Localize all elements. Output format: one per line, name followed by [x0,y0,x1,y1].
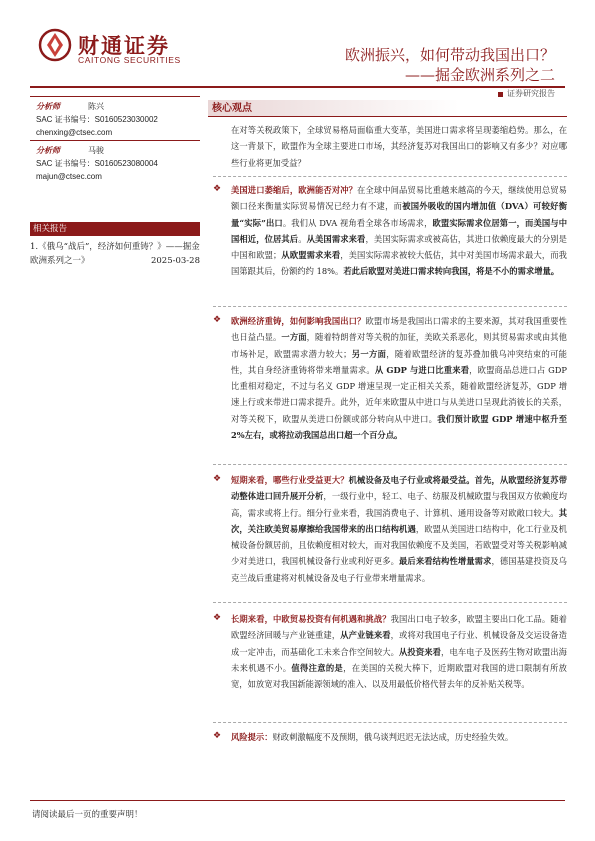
brand-name-cn: 财通证券 [78,34,170,58]
analyst-cert: SAC 证书编号：S0160523080004 [36,159,158,168]
analyst-card [36,144,206,183]
core-intro: 在对等关税政策下，全球贸易格局面临重大变革，美国进口需求将呈现萎缩趋势。那么，在这一背景下，欧盟作为全球主要进口市场，其经济复苏对我国出口的影响又有多少？对应哪些行业将更加受益？ [231,125,567,168]
section-divider [213,464,567,465]
core-views-heading: 核心观点 [208,100,567,117]
disclaimer-note[interactable]: 请阅读最后一页的重要声明！ [32,810,143,820]
diamond-bullet-icon: ❖ [213,315,222,325]
header-divider [30,86,565,88]
section-1 [231,182,567,280]
section-divider [213,176,567,177]
related-report-title[interactable]: 1.《俄乌“战后”，经济如何重铸？》——掘金欧洲系列之一》 [30,242,200,266]
section-2-body: 欧盟市场是我国出口需求的主要来源，其对我国重要性也日益凸显。一方面，随着特朗普对等关税的加征，美欧关系恶化，则其贸易需求或由其他市场补足，欧盟需求潜力较大；另一方面，随着欧盟经济的复苏叠加俄乌冲突结束的可能性，其自身经济重铸将带来增量需求。从 GDP 与进口比重来看，欧盟商品总进口占 GDP 比重相对稳定，不过与名义 GDP 增速呈现一定正相关关系，随着欧盟经济复苏，GDP 增速上行或来带进口需求提升。此外，近年来欧盟从中进口与从美进口呈现此消彼长的关系，对等关税下，欧盟从美进口份额或部分转向从中进口。我们预计欧盟 GDP 增速中枢升至 2%左右，或将拉动我国总出口超一个百分点。 [231,316,567,441]
section-2 [231,313,567,443]
section-4-body: 我国出口电子较多，欧盟主要出口化工品。随着欧盟经济回暖与产业链重建，从产业链来看，或将对我国电子行业、机械设备及交运设备造成一定冲击，而基础化工未来合作空间较大。从投资来看，电车电子及医药生物对欧盟出海未来机遇不小。值得注意的是，在美国的关税大棒下，近期欧盟对我国的进口限制有所放宽，如放宽对我国新能源领域的准入、以及用最低价格代替去年的反补贴关税等。 [231,614,567,690]
analyst-email[interactable]: majun@ctsec.com [36,172,102,181]
footer-divider [30,800,565,801]
section-divider [213,722,567,723]
diamond-bullet-icon: ❖ [213,184,222,194]
analyst-name: 陈兴 [88,102,104,111]
report-subtitle: ——掘金欧洲系列之二 [404,66,555,84]
section-3-lead: 短期来看，哪些行业受益更大？ [231,475,349,485]
brand-mark-icon [38,28,72,62]
risk-warning [231,729,567,745]
report-type-text: 证券研究报告 [507,89,555,98]
analyst-cert: SAC 证书编号：S0160523030002 [36,115,158,124]
section-1-lead: 美国进口萎缩后，欧洲能否对冲？ [231,185,358,195]
section-3-body: 机械设备及电子行业或将最受益。首先，从欧盟经济复苏带动整体进口回升展开分析，一级行业中，轻工、电子、纺服及机械欧盟与我国双方依赖度均高，需求或将上行。细分行业来看，我国消费电子、计算机、通用设备等对欧敞口较大。其次，关注欧美贸易摩擦给我国带来的出口结构机遇，欧盟从美国进口结构中，化工行业及机械设备份额居前，且依赖度相对较大，而对我国依赖度不及美国，若欧盟受对等关税影响减少对美进口，我国机械设备行业或利好更多。最后来看结构性增量需求，德国基建投资及乌克兰战后重建将对机械设备及电子行业带来增量需求。 [231,475,567,583]
report-title: 欧洲振兴，如何带动我国出口？ [344,46,555,64]
section-4-lead: 长期来看，中欧贸易投资有何机遇和挑战？ [231,614,391,624]
analyst-role: 分析师 [36,146,60,155]
risk-warning-body: 财政刺激幅度不及预期，俄乌谈判迟迟无法达成，历史经验失效。 [272,732,514,742]
related-report-date: 2025-03-28 [150,256,200,266]
diamond-bullet-icon: ❖ [213,613,222,623]
brand-name-en: CAITONG SECURITIES [78,55,181,65]
risk-warning-lead: 风险提示： [231,732,273,742]
diamond-bullet-icon: ❖ [213,474,222,484]
section-4 [231,611,567,692]
square-bullet-icon [498,92,503,97]
section-2-lead: 欧洲经济重铸，如何影响我国出口？ [231,316,366,326]
section-3 [231,472,567,586]
analyst-name: 马骏 [88,146,104,155]
analyst-divider [30,96,200,97]
section-divider [213,306,567,307]
related-reports-heading: 相关报告 [30,222,200,236]
analyst-role: 分析师 [36,102,60,111]
related-report-item[interactable] [30,240,200,268]
diamond-bullet-icon: ❖ [213,731,222,741]
brand-logo [38,28,188,68]
analyst-email[interactable]: chenxing@ctsec.com [36,128,113,137]
analyst-divider [30,140,200,141]
report-type-label [498,88,555,99]
section-divider [213,602,567,603]
section-1-body: 在全球中间品贸易比重越来越高的今天，继续使用总贸易额口径来衡量实际贸易情况已经力有不逮，而被国外吸收的国内增加值（DVA）可较好衡量“实际”出口。我们从 DVA 视角看全球各市场需求，欧盟实际需求位居第一，而美国与中国相近，位居其后。从美国需求来看，美国实际需求或被高估，其进口依赖度最大的分别是中国和欧盟；从欧盟需求来看，美国实际需求被较大低估，其中对美国市场需求最大，而我国第跟其后，份额约约 18%。若此后欧盟对美进口需求转向我国，将是不小的需求增量。 [231,185,568,277]
analyst-card [36,100,206,139]
